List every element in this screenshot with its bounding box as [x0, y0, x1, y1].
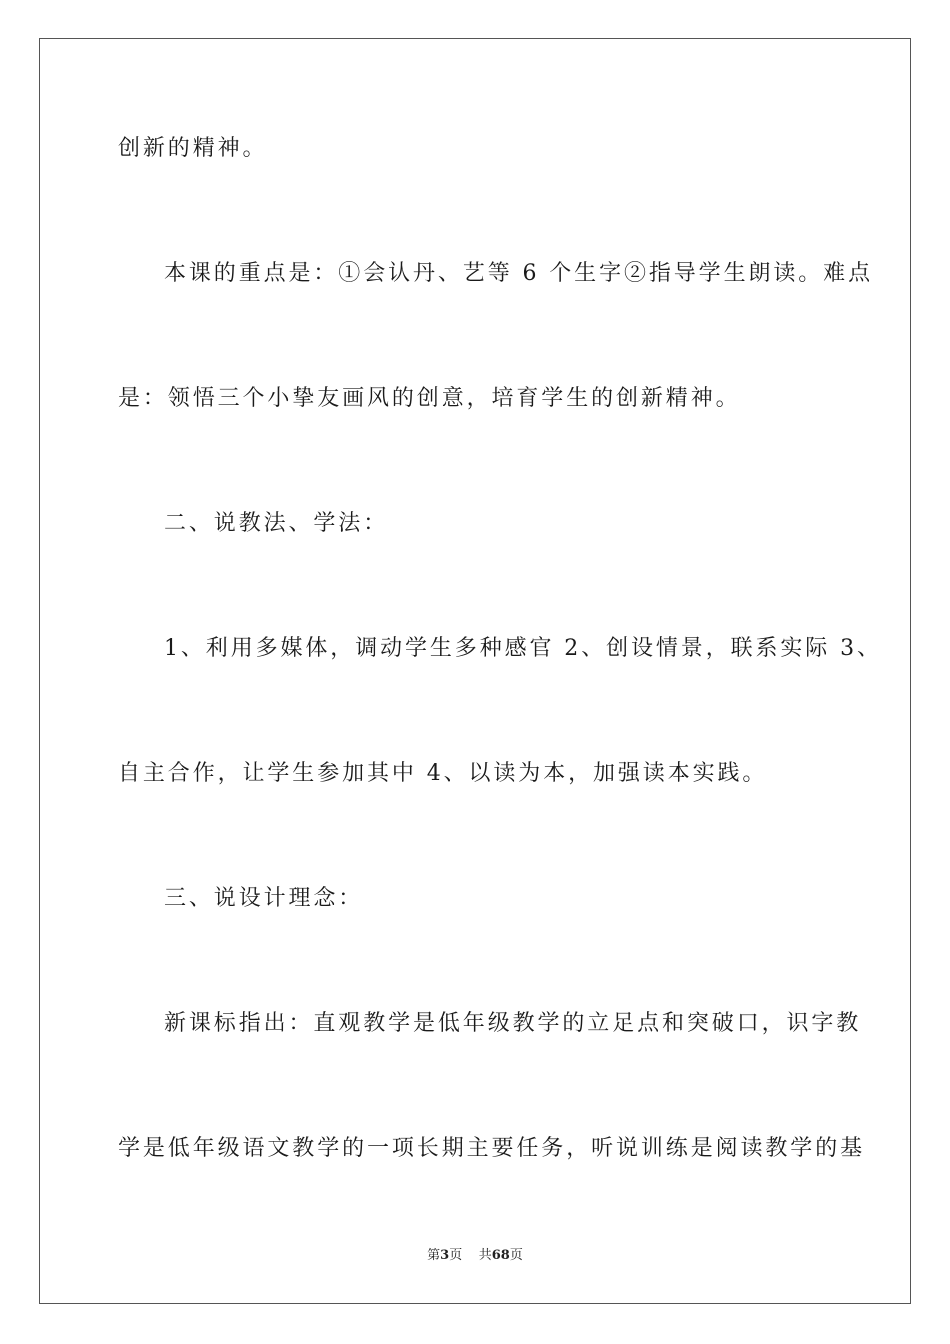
page-footer	[0, 1247, 950, 1265]
text-line-1: 创新的精神。	[118, 136, 268, 161]
total-prefix: 共	[478, 1248, 492, 1263]
total-pages: 68	[491, 1248, 510, 1263]
page-number: 3	[440, 1248, 450, 1263]
text-line-2: 本课的重点是：①会认丹、艺等 6 个生字②指导学生朗读。难点	[164, 261, 873, 286]
text-line-8: 新课标指出：直观教学是低年级教学的立足点和突破口，识字教	[164, 1011, 862, 1036]
section-heading-2: 二、说教法、学法：	[164, 511, 389, 536]
page-prefix: 第	[427, 1248, 441, 1263]
text-line-9: 学是低年级语文教学的一项长期主要任务，听说训练是阅读教学的基	[118, 1136, 866, 1161]
text-line-6: 自主合作，让学生参加其中 4、以读为本，加强读本实践。	[118, 761, 768, 786]
section-heading-3: 三、说设计理念：	[164, 886, 364, 911]
text-line-5: 1、利用多媒体，调动学生多种感官 2、创设情景，联系实际 3、	[164, 636, 882, 661]
page-suffix: 页	[449, 1248, 463, 1263]
text-line-3: 是：领悟三个小挚友画风的创意，培育学生的创新精神。	[118, 386, 741, 411]
page-border	[39, 38, 911, 1304]
total-suffix: 页	[509, 1248, 523, 1263]
